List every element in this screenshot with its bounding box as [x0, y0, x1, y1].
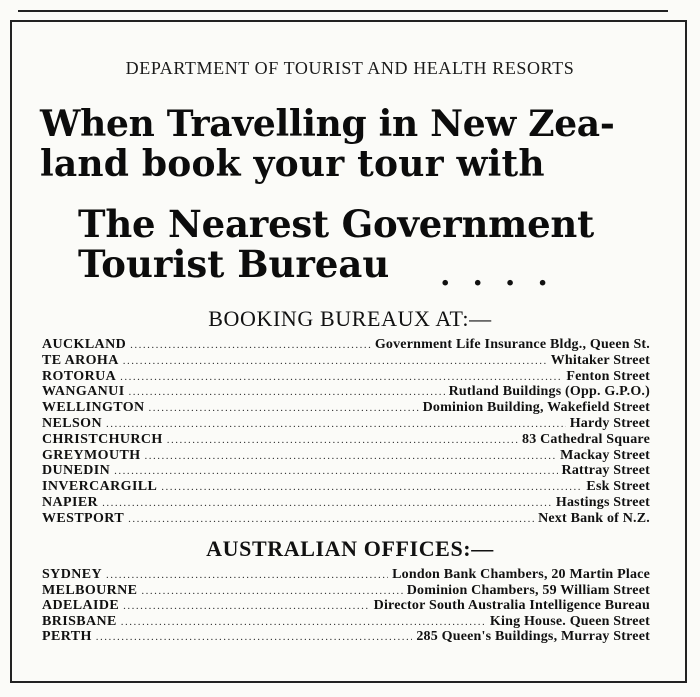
address: Hardy Street — [569, 415, 650, 431]
place-name: WELLINGTON — [42, 400, 145, 416]
list-item — [42, 479, 650, 495]
headline-line-4: Tourist Bureau — [78, 242, 390, 286]
place-name: CHRISTCHURCH — [42, 431, 163, 447]
list-item — [42, 448, 650, 464]
place-name: DUNEDIN — [42, 463, 111, 479]
address: Hastings Street — [555, 494, 650, 510]
place-name: TE AROHA — [42, 352, 119, 368]
place-name: MELBOURNE — [42, 582, 138, 598]
list-item — [42, 511, 650, 527]
address: London Bank Chambers, 20 Martin Place — [392, 567, 650, 582]
australian-offices-list — [42, 567, 650, 645]
list-item — [42, 463, 650, 479]
dot-leader — [129, 385, 445, 401]
dot-leader — [96, 630, 413, 646]
address: Government Life Insurance Bldg., Queen St. — [374, 337, 650, 352]
address: Next Bank of N.Z. — [538, 510, 650, 526]
address: Dominion Chambers, 59 William Street — [406, 582, 650, 598]
dot-leader — [130, 338, 371, 354]
dot-leader — [128, 512, 534, 528]
place-name: ADELAIDE — [42, 598, 120, 614]
dot-leader — [145, 449, 557, 465]
place-name: ROTORUA — [42, 368, 117, 384]
list-item — [42, 384, 650, 400]
list-item — [42, 369, 650, 385]
dot-leader — [102, 496, 552, 512]
place-name: WESTPORT — [42, 510, 125, 526]
address: Rutland Buildings (Opp. G.P.O.) — [448, 384, 650, 400]
dot-leader — [167, 433, 518, 449]
place-name: GREYMOUTH — [42, 447, 141, 463]
decorative-dots: .... — [440, 258, 570, 293]
place-name: AUCKLAND — [42, 337, 127, 352]
address: Director South Australia Intelligence Bureau — [373, 598, 650, 614]
list-item — [42, 432, 650, 448]
dot-leader — [149, 401, 419, 417]
address: Whitaker Street — [550, 352, 650, 368]
booking-bureaux-title: BOOKING BUREAUX AT:— — [208, 306, 492, 331]
address: Dominion Building, Wakefield Street — [422, 400, 650, 416]
list-item — [42, 353, 650, 369]
list-item — [42, 629, 650, 645]
place-name: NAPIER — [42, 494, 99, 510]
list-item — [42, 337, 650, 353]
list-item — [42, 583, 650, 599]
list-item — [42, 400, 650, 416]
dot-leader — [106, 568, 388, 584]
headline-line-1: When Travelling in New Zea- — [40, 103, 615, 145]
list-item — [42, 567, 650, 583]
address: 285 Queen's Buildings, Murray Street — [416, 629, 650, 645]
list-item — [42, 614, 650, 630]
address: 83 Cathedral Square — [522, 431, 650, 447]
headline-line-2: land book your tour with — [40, 143, 545, 185]
dot-leader — [114, 464, 557, 480]
headline-line-3: The Nearest Government — [78, 202, 595, 246]
australian-offices-title: AUSTRALIAN OFFICES:— — [206, 536, 494, 561]
address: King House. Queen Street — [489, 613, 650, 629]
place-name: BRISBANE — [42, 613, 117, 629]
booking-bureaux-list — [42, 337, 650, 527]
dot-leader — [123, 599, 370, 615]
top-rule — [18, 10, 668, 12]
list-item — [42, 495, 650, 511]
place-name: WANGANUI — [42, 384, 125, 400]
list-item — [42, 416, 650, 432]
dot-leader — [161, 480, 582, 496]
dot-leader — [106, 417, 566, 433]
dot-leader — [121, 615, 486, 631]
address: Fenton Street — [566, 368, 650, 384]
address: Esk Street — [586, 479, 650, 495]
list-item — [42, 598, 650, 614]
place-name: PERTH — [42, 629, 92, 645]
dot-leader — [141, 584, 402, 600]
department-heading: DEPARTMENT OF TOURIST AND HEALTH RESORTS — [125, 58, 575, 78]
address: Mackay Street — [560, 447, 650, 463]
address: Rattray Street — [561, 463, 650, 479]
dot-leader — [123, 354, 547, 370]
place-name: INVERCARGILL — [42, 479, 158, 495]
place-name: NELSON — [42, 415, 102, 431]
place-name: SYDNEY — [42, 567, 102, 582]
dot-leader — [120, 370, 562, 386]
